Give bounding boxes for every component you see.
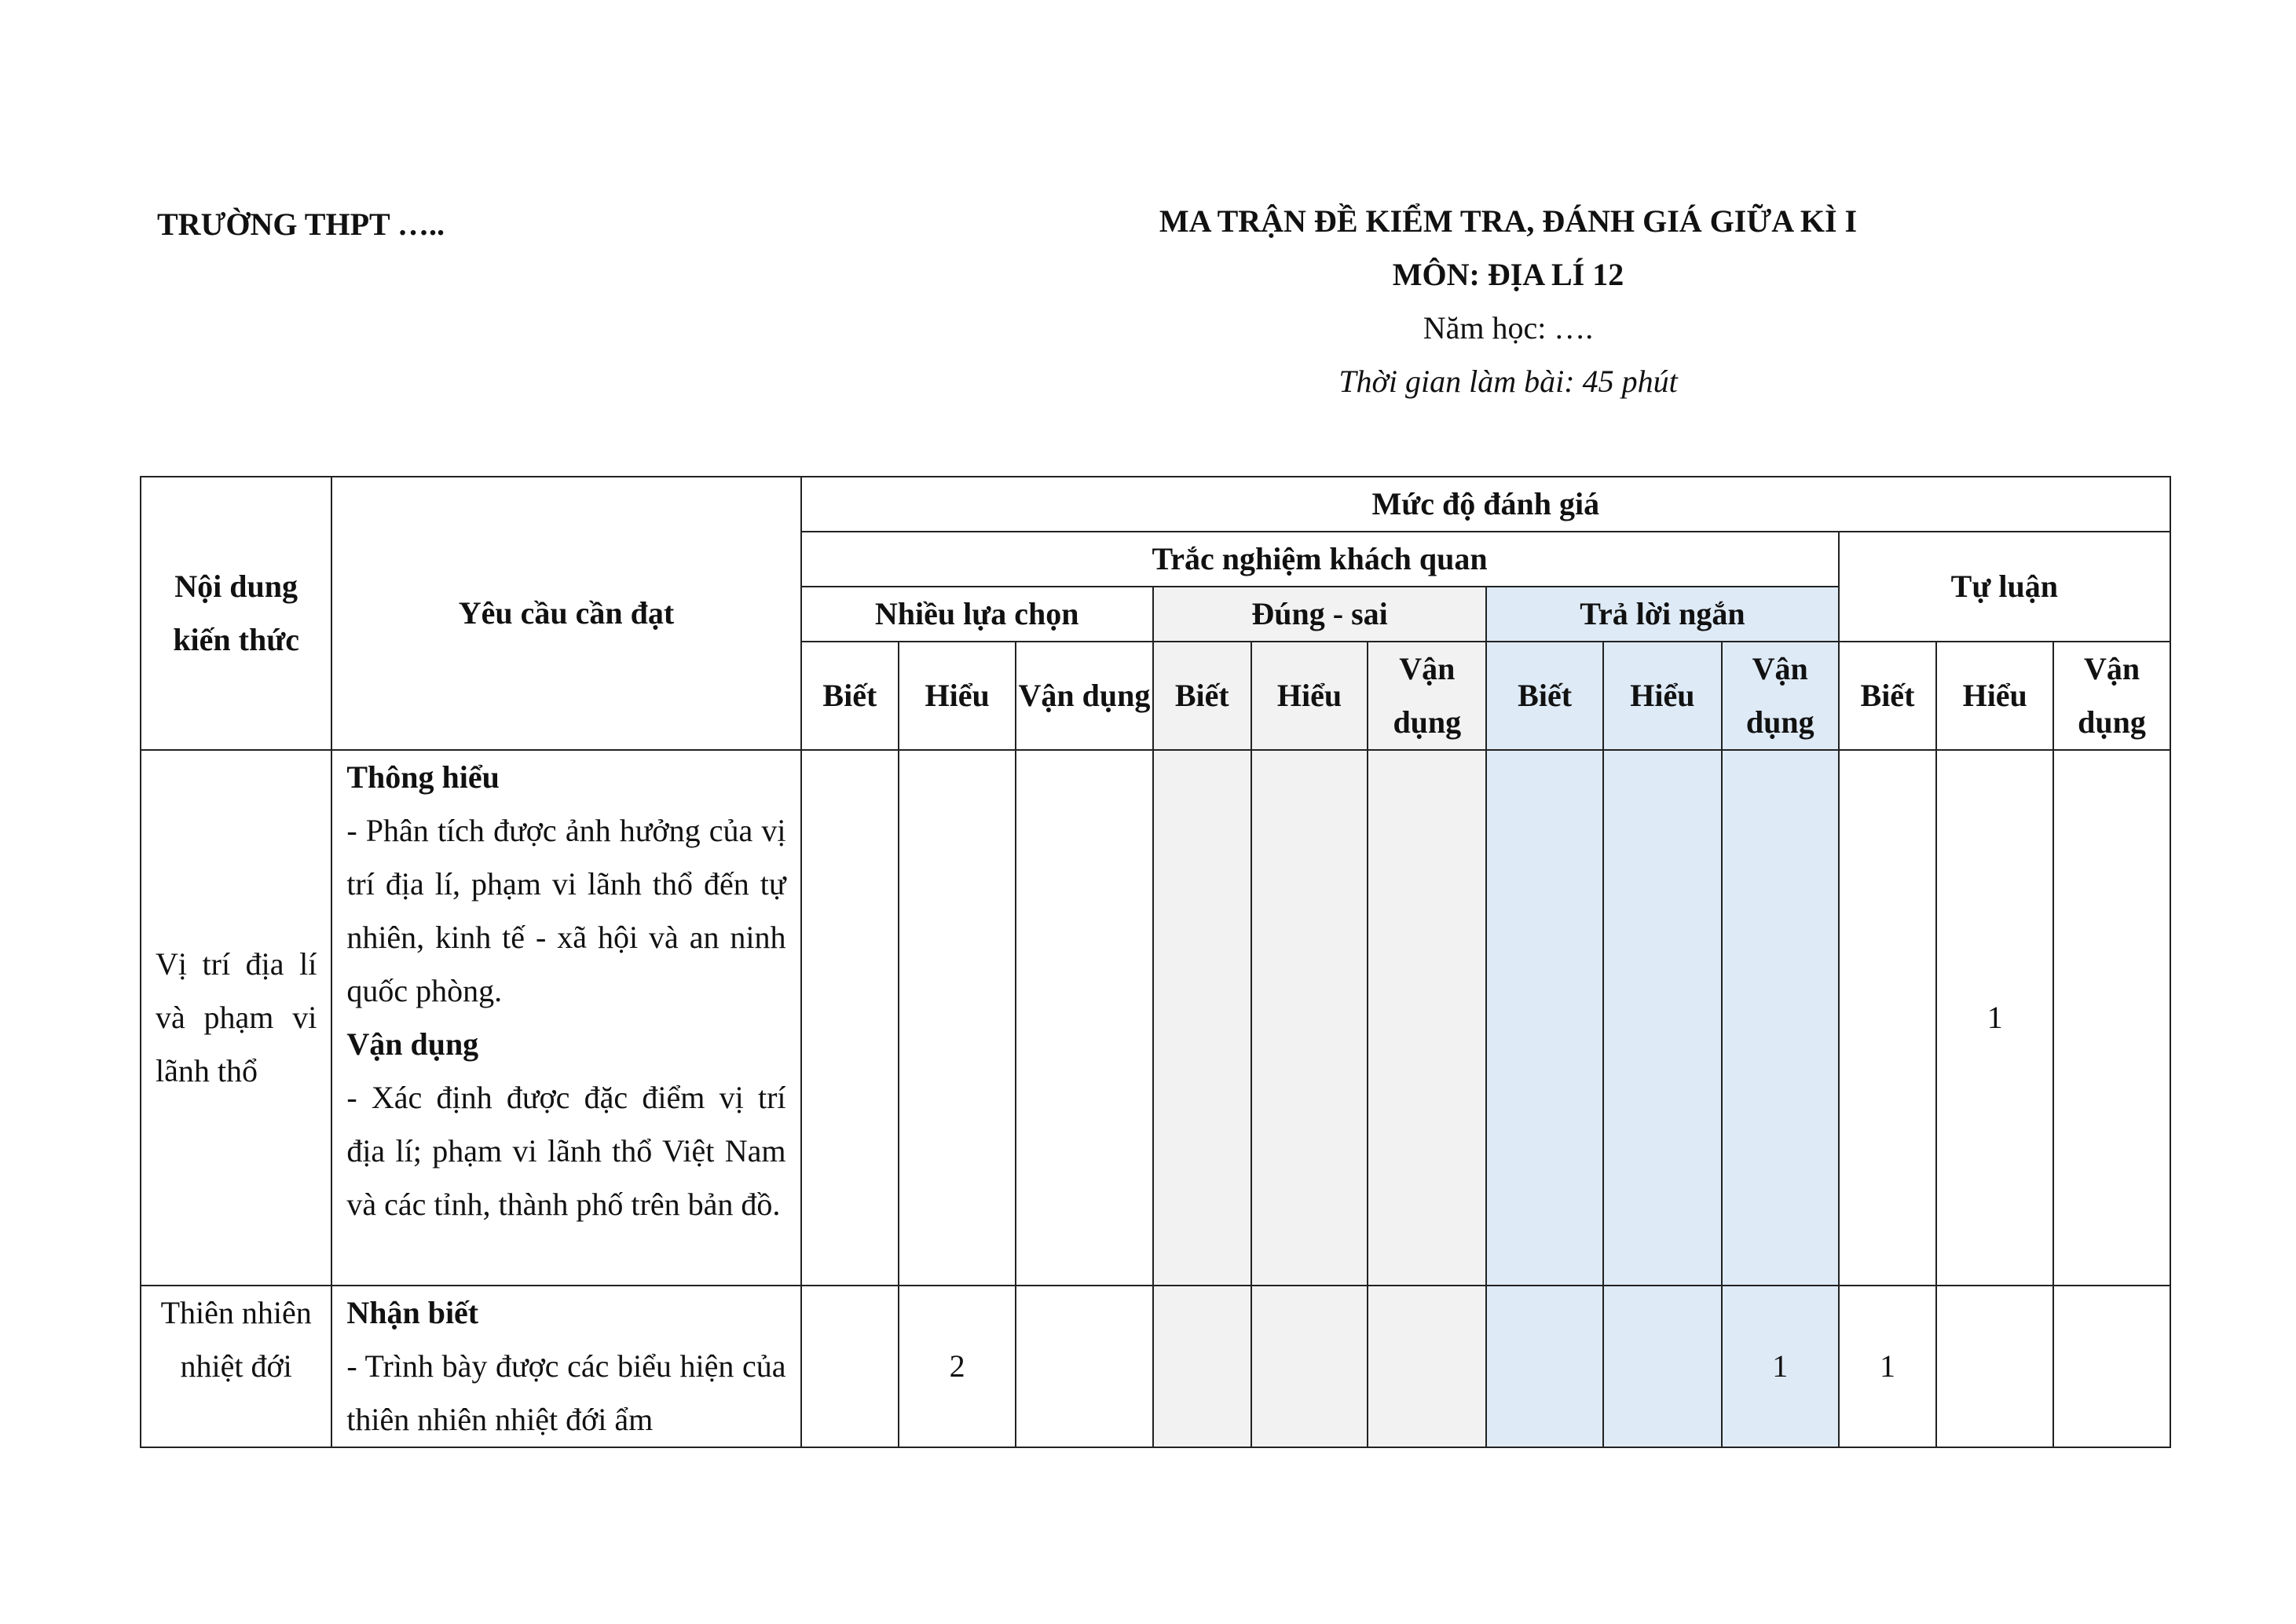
requirement-cell [331, 1286, 800, 1447]
exam-duration: Thời gian làm bài: 45 phút [1338, 364, 1678, 399]
cell-essay-know [1839, 750, 1937, 1286]
header-requirement: Yêu cầu cần đạt [331, 477, 800, 750]
cell-sa-apply [1722, 750, 1839, 1286]
cell-tf-understand [1251, 750, 1368, 1286]
header-assessment-level: Mức độ đánh giá [801, 477, 2170, 532]
header-row-1 [141, 477, 2170, 532]
title-block [1053, 203, 1964, 408]
level-understand: Hiểu [899, 642, 1016, 750]
cell-tf-know [1153, 1286, 1251, 1447]
cell-essay-know: 1 [1839, 1286, 1937, 1447]
header-essay: Tự luận [1839, 532, 2170, 642]
cell-sa-understand [1603, 750, 1722, 1286]
topic-cell: Thiên nhiên nhiệt đới [141, 1286, 331, 1447]
level-know: Biết [1839, 642, 1937, 750]
cell-tf-know [1153, 750, 1251, 1286]
subject-line: MÔN: ĐỊA LÍ 12 [1392, 257, 1624, 292]
school-year: Năm học: …. [1423, 310, 1594, 346]
level-apply: Vận dụng [2053, 642, 2170, 750]
cell-tf-apply [1368, 1286, 1486, 1447]
level-know: Biết [1153, 642, 1251, 750]
requirement-text: - Phân tích được ảnh hưởng của vị trí địa lí, phạm vi lãnh thổ đến tự nhiên, kinh tế - xã hội và an ninh quốc phòng. [346, 813, 786, 1008]
cell-mc-know [801, 750, 899, 1286]
level-apply: Vận dụng [1368, 642, 1486, 750]
level-understand: Hiểu [1603, 642, 1722, 750]
header-objective: Trắc nghiệm khách quan [801, 532, 1839, 587]
header-content: Nội dung kiến thức [141, 477, 331, 750]
table-row [141, 750, 2170, 1286]
cell-tf-apply [1368, 750, 1486, 1286]
cell-mc-apply [1016, 1286, 1153, 1447]
cell-essay-understand [1936, 1286, 2053, 1447]
level-understand: Hiểu [1251, 642, 1368, 750]
cell-sa-apply: 1 [1722, 1286, 1839, 1447]
level-know: Biết [1486, 642, 1603, 750]
header-true-false: Đúng - sai [1153, 587, 1486, 642]
requirement-text: - Xác định được đặc điểm vị trí địa lí; phạm vi lãnh thổ Việt Nam và các tỉnh, thành phố trên bản đồ. [346, 1080, 786, 1222]
cell-mc-know [801, 1286, 899, 1447]
requirement-heading: Nhận biết [346, 1295, 479, 1330]
cell-sa-know [1486, 750, 1603, 1286]
requirement-cell [331, 750, 800, 1286]
cell-essay-apply [2053, 750, 2170, 1286]
cell-tf-understand [1251, 1286, 1368, 1447]
cell-essay-apply [2053, 1286, 2170, 1447]
level-understand: Hiểu [1936, 642, 2053, 750]
cell-sa-understand [1603, 1286, 1722, 1447]
level-apply: Vận dụng [1016, 642, 1153, 750]
cell-mc-understand: 2 [899, 1286, 1016, 1447]
requirement-text: - Trình bày được các biểu hiện của thiên nhiên nhiệt đới ẩm [346, 1348, 786, 1437]
cell-mc-understand [899, 750, 1016, 1286]
school-name: TRƯỜNG THPT ….. [157, 207, 445, 242]
cell-mc-apply [1016, 750, 1153, 1286]
requirement-heading: Thông hiểu [346, 759, 500, 795]
cell-sa-know [1486, 1286, 1603, 1447]
header-multiple-choice: Nhiều lựa chọn [801, 587, 1153, 642]
document-title: MA TRẬN ĐỀ KIỂM TRA, ĐÁNH GIÁ GIỮA KÌ I [1159, 203, 1858, 239]
header-short-answer: Trả lời ngắn [1486, 587, 1838, 642]
level-apply: Vận dụng [1722, 642, 1839, 750]
cell-essay-understand: 1 [1936, 750, 2053, 1286]
topic-cell: Vị trí địa lí và phạm vi lãnh thổ [141, 750, 331, 1286]
assessment-matrix-table [140, 476, 2171, 1448]
level-know: Biết [801, 642, 899, 750]
table-row [141, 1286, 2170, 1447]
requirement-heading: Vận dụng [346, 1026, 479, 1062]
